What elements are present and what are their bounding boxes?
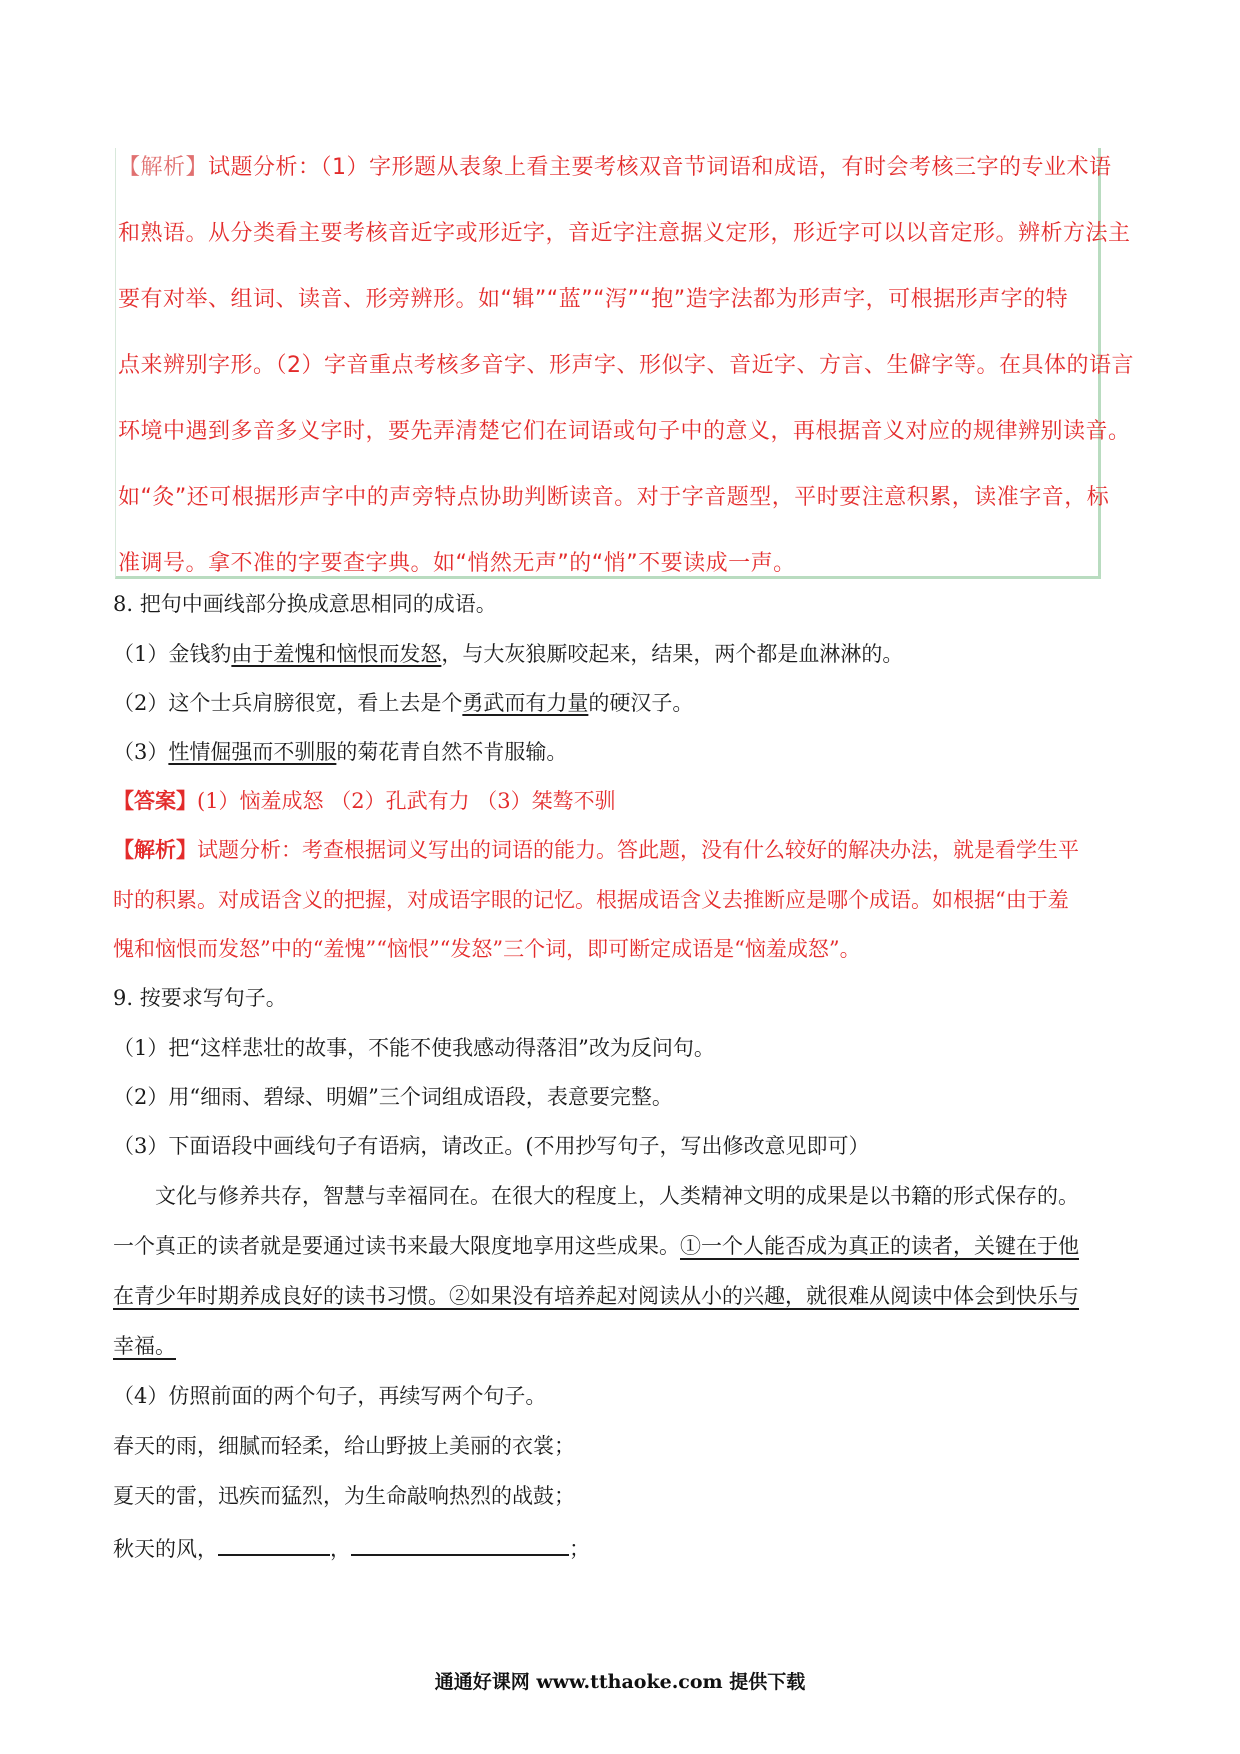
q9-paragraph-line-2: 一个真正的读者就是要通过读书来最大限度地享用这些成果。①一个人能否成为真正的读者，关键在于他 <box>113 1234 1079 1258</box>
q9-sentence-2: （2）用“细雨、碧绿、明媚”三个词组成语段，表意要完整。 <box>113 1085 673 1109</box>
q8-s1-underlined: 由于羞愧和恼恨而发怒 <box>231 642 442 666</box>
q8-analysis-line-2: 时的积累。对成语含义的把握，对成语字眼的记忆。根据成语含义去推断应是哪个成语。如根据“由于羞 <box>113 888 1069 912</box>
q8-sentence-2: （2）这个士兵肩膀很宽，看上去是个勇武而有力量的硬汉子。 <box>113 691 694 715</box>
q9-paragraph-line-3 <box>113 1282 1079 1310</box>
q8-answer: 【答案】(1）恼羞成怒 （2）孔武有力 （3）桀骜不驯 <box>113 788 616 813</box>
q8-sentence-3: （3）性情倔强而不驯服的菊花青自然不肯服输。 <box>113 740 568 764</box>
q9-spring-line: 春天的雨，细腻而轻柔，给山野披上美丽的衣裳； <box>113 1434 575 1458</box>
analysis-label: 【解析】 <box>113 837 197 862</box>
analysis-line-1: 【解析】试题分析：（1）字形题从表象上看主要考核双音节词语和成语，有时会考核三字的专业术语 <box>118 155 1112 180</box>
q8-stem: 8. 把句中画线部分换成意思相同的成语。 <box>113 592 497 616</box>
faulty-sentence-2-end: 幸福。 <box>113 1334 176 1358</box>
answer-blank-2[interactable] <box>351 1532 569 1556</box>
q9-sentence-4: （4）仿照前面的两个句子，再续写两个句子。 <box>113 1384 547 1408</box>
faulty-sentence-1-end: 在青少年时期养成良好的读书习惯。 <box>113 1284 449 1308</box>
analysis-line-5: 环境中遇到多音多义字时，要先弄清楚它们在词语或句子中的意义，再根据音义对应的规律辨别读音。 <box>118 419 1131 444</box>
q8-analysis-line-1: 【解析】试题分析：考查根据词义写出的词语的能力。答此题，没有什么较好的解决办法，就是看学生平 <box>113 837 1079 862</box>
q9-stem: 9. 按要求写句子。 <box>113 986 287 1010</box>
answer-label: 【答案】 <box>113 788 197 813</box>
q9-sentence-1: （1）把“这样悲壮的故事，不能不使我感动得落泪”改为反问句。 <box>113 1036 715 1060</box>
analysis-image-block <box>115 148 1135 579</box>
analysis-line-6: 如“灸”还可根据形声字中的声旁特点协助判断读音。对于字音题型，平时要注意积累，读准字音，标 <box>118 485 1110 510</box>
q9-autumn-line: 秋天的风， ， ； <box>113 1532 590 1563</box>
q8-analysis-line-3: 愧和恼恨而发怒”中的“羞愧”“恼恨”“发怒”三个词，即可断定成语是“恼羞成怒”。 <box>113 937 861 961</box>
q9-paragraph-line-1: 文化与修养共存，智慧与幸福同在。在很大的程度上，人类精神文明的成果是以书籍的形式保存的。 <box>155 1184 1079 1208</box>
analysis-line-4: 点来辨别字形。（2）字音重点考核多音字、形声字、形似字、音近字、方言、生僻字等。在具体的语言 <box>118 353 1135 378</box>
q9-paragraph-line-4 <box>113 1332 176 1360</box>
analysis-label: 【解析】 <box>118 155 209 180</box>
faulty-sentence-2-start: ②如果没有培养起对阅读从小的兴趣，就很难从阅读中体会到快乐与 <box>449 1284 1079 1308</box>
q8-s2-underlined: 勇武而有力量 <box>462 691 589 715</box>
q8-sentence-1: （1）金钱豹由于羞愧和恼恨而发怒，与大灰狼厮咬起来，结果，两个都是血淋淋的。 <box>113 642 904 666</box>
analysis-line-2: 和熟语。从分类看主要考核音近字或形近字，音近字注意据义定形，形近字可以以音定形。辨析方法主 <box>118 221 1131 246</box>
q9-sentence-3: （3）下面语段中画线句子有语病，请改正。(不用抄写句子，写出修改意见即可） <box>113 1134 870 1158</box>
analysis-line-7: 准调号。拿不准的字要查字典。如“悄然无声”的“悄”不要读成一声。 <box>118 551 796 576</box>
q8-s3-underlined: 性情倔强而不驯服 <box>168 740 337 764</box>
analysis-line-3: 要有对举、组词、读音、形旁辨形。如“辑”“蓝”“泻”“抱”造字法都为形声字，可根据形声字的特 <box>118 287 1069 312</box>
answer-blank-1[interactable] <box>218 1532 330 1556</box>
footer-source: 通通好课网 www.tthaoke.com 提供下载 <box>434 1671 806 1693</box>
q9-summer-line: 夏天的雷，迅疾而猛烈，为生命敲响热烈的战鼓； <box>113 1484 575 1508</box>
faulty-sentence-1-start: ①一个人能否成为真正的读者，关键在于他 <box>680 1234 1079 1258</box>
